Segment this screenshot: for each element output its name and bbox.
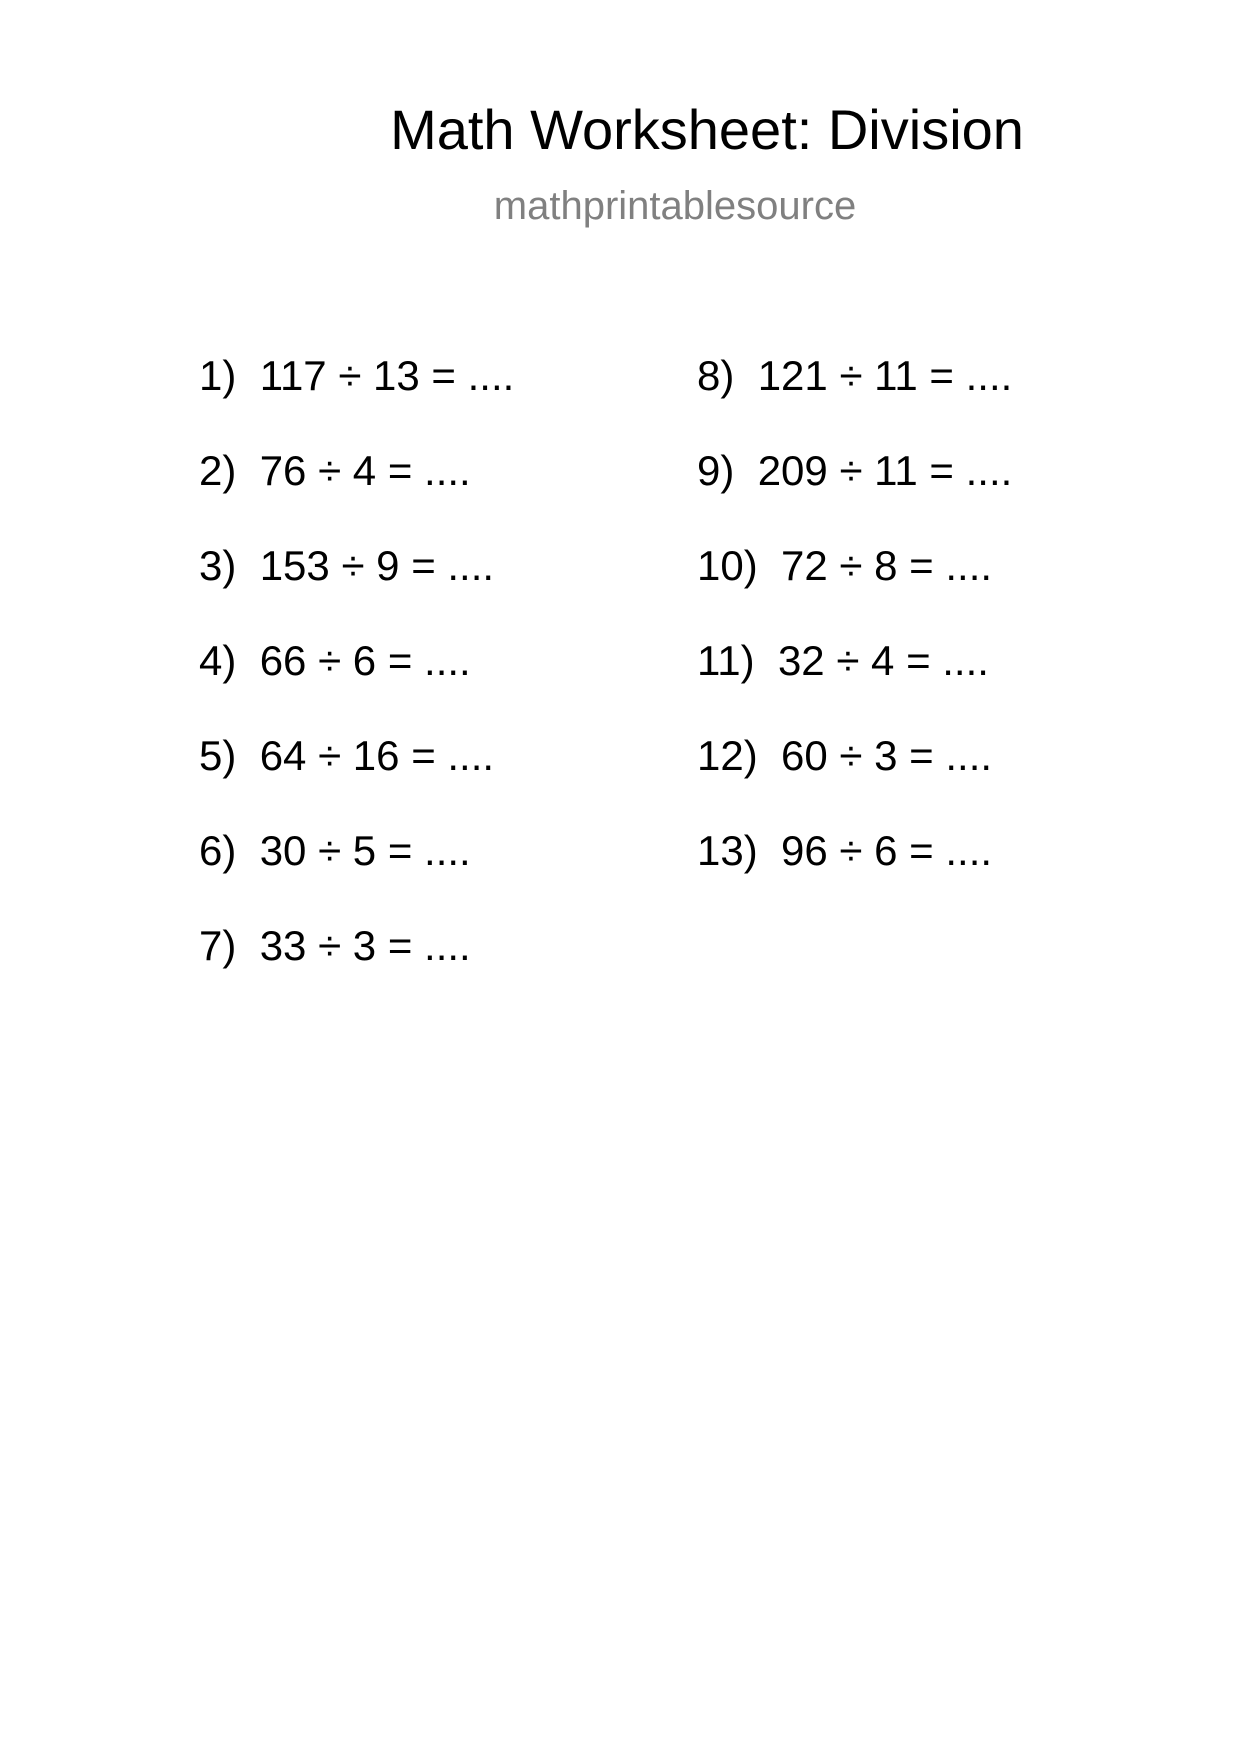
problem-item bbox=[199, 726, 679, 821]
problem-item bbox=[199, 916, 679, 1011]
problem-item bbox=[697, 441, 1177, 536]
problem-number: 10) bbox=[697, 542, 758, 589]
problem-expression: 72 ÷ 8 = .... bbox=[781, 542, 993, 589]
problem-number: 7) bbox=[199, 922, 237, 969]
problem-item bbox=[199, 821, 679, 916]
problem-number: 5) bbox=[199, 732, 237, 779]
problem-expression: 96 ÷ 6 = .... bbox=[781, 827, 993, 874]
problem-item bbox=[199, 346, 679, 441]
problem-item bbox=[199, 536, 679, 631]
problem-expression: 32 ÷ 4 = .... bbox=[777, 637, 989, 684]
problem-expression: 60 ÷ 3 = .... bbox=[781, 732, 993, 779]
problem-expression: 66 ÷ 6 = .... bbox=[259, 637, 471, 684]
problem-number: 6) bbox=[199, 827, 237, 874]
problem-item bbox=[697, 821, 1177, 916]
problem-number: 4) bbox=[199, 637, 237, 684]
problem-item bbox=[697, 631, 1177, 726]
problem-expression: 117 ÷ 13 = .... bbox=[259, 352, 515, 399]
page-title: Math Worksheet: Division bbox=[390, 98, 1024, 161]
problem-item bbox=[199, 631, 679, 726]
problem-number: 13) bbox=[697, 827, 758, 874]
problem-expression: 33 ÷ 3 = .... bbox=[259, 922, 471, 969]
problem-expression: 64 ÷ 16 = .... bbox=[259, 732, 495, 779]
problem-expression: 76 ÷ 4 = .... bbox=[259, 447, 471, 494]
problem-number: 12) bbox=[697, 732, 758, 779]
problem-expression: 30 ÷ 5 = .... bbox=[259, 827, 471, 874]
problem-expression: 209 ÷ 11 = .... bbox=[757, 447, 1013, 494]
problems-left-column bbox=[199, 346, 679, 1011]
problem-item bbox=[697, 536, 1177, 631]
problem-item bbox=[199, 441, 679, 536]
problem-number: 2) bbox=[199, 447, 237, 494]
problem-item bbox=[697, 346, 1177, 441]
problem-expression: 121 ÷ 11 = .... bbox=[757, 352, 1013, 399]
problem-item bbox=[697, 726, 1177, 821]
problem-number: 1) bbox=[199, 352, 237, 399]
problem-number: 8) bbox=[697, 352, 735, 399]
problem-number: 9) bbox=[697, 447, 735, 494]
problems-right-column bbox=[697, 346, 1177, 916]
problem-expression: 153 ÷ 9 = .... bbox=[259, 542, 495, 589]
problem-number: 11) bbox=[697, 637, 755, 684]
page-subtitle: mathprintablesource bbox=[493, 184, 857, 228]
problem-number: 3) bbox=[199, 542, 237, 589]
